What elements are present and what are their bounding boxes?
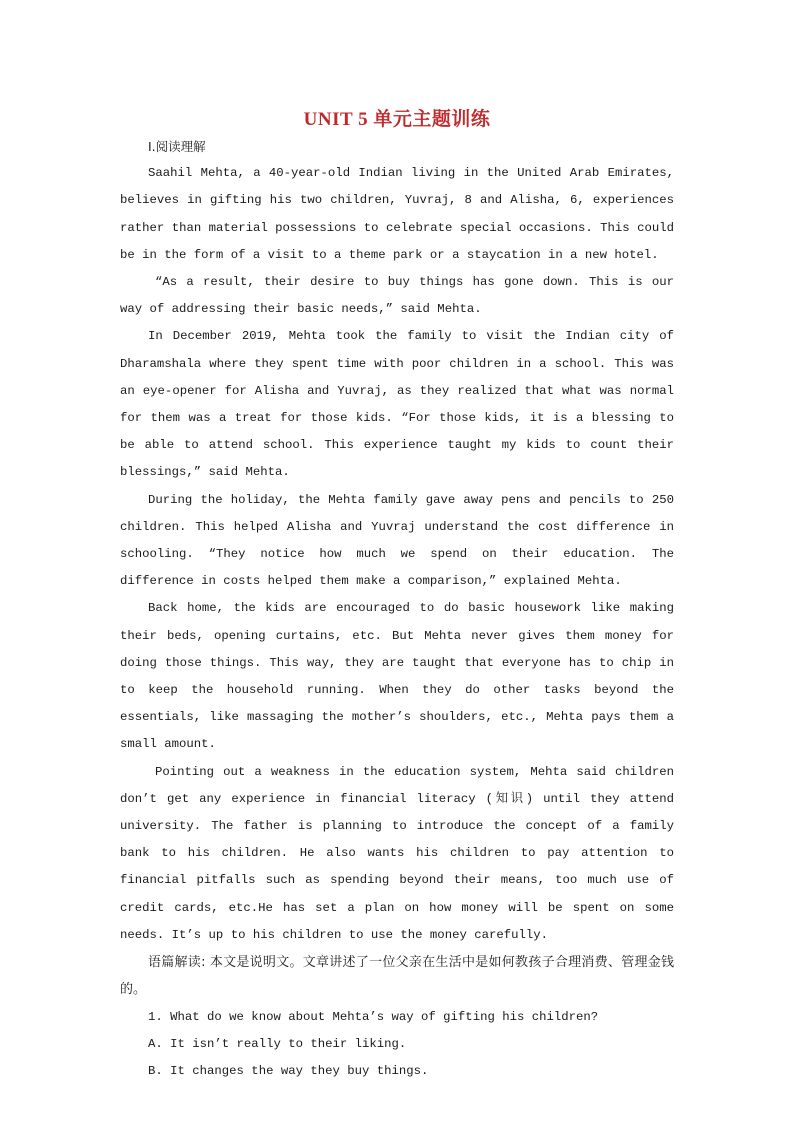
page-title: UNIT 5 单元主题训练 [303,109,491,130]
paragraph-5: Back home, the kids are encouraged to do basic housework like making their beds, opening curtains, etc. But Mehta never gives them money for doing those things. This way, they are taught that everyone has to chip in to keep the household running. When they do other tasks beyond the essentials, like massaging the mother’s shoulders, etc., Mehta pays them a small amount. [120,601,674,752]
option-b: B. It changes the way they buy things. [148,1063,429,1078]
paragraph-2: “As a result, their desire to buy things has gone down. This is our way of addressing their basic needs,” said Mehta. [120,275,674,317]
paragraph-6: Pointing out a weakness in the education system, Mehta said children don’t get any experience in financial literacy (知识) until they attend university. The father is planning to introduce the concept of a family bank to his children. He also wants his children to pay attention to financial pitfalls such as spending beyond their means, too much use of credit cards, etc.He has set a plan on how money will be spent on some needs. It’s up to his children to use the money carefully. [120,764,674,942]
paragraph-1: Saahil Mehta, a 40-year-old Indian living in the United Arab Emirates, believes in gifting his two children, Yuvraj, 8 and Alisha, 6, experiences rather than material possessions to celebrate special occasions. This could be in the form of a visit to a theme park or a staycation in a new hotel. [120,166,674,262]
section-heading: Ⅰ.阅读理解 [148,139,206,154]
option-a: A. It isn’t really to their liking. [148,1036,407,1051]
paragraph-4: During the holiday, the Mehta family gave away pens and pencils to 250 children. This helped Alisha and Yuvraj understand the cost difference in schooling. “They notice how much we spend on their education. The difference in costs helped them make a comparison,” explained Mehta. [120,492,674,589]
document-body [120,133,674,1085]
passage-summary: 语篇解读: 本文是说明文。文章讲述了一位父亲在生活中是如何教孩子合理消费、管理金钱的。 [120,955,674,998]
paragraph-3: In December 2019, Mehta took the family to visit the Indian city of Dharamshala where they spent time with poor children in a school. This was an eye-opener for Alisha and Yuvraj, as they realized that what was normal for them was a treat for those kids. “For those kids, it is a blessing to be able to attend school. This experience taught my kids to count their blessings,” said Mehta. [120,329,674,480]
question-1: 1. What do we know about Mehta’s way of gifting his children? [148,1009,599,1024]
